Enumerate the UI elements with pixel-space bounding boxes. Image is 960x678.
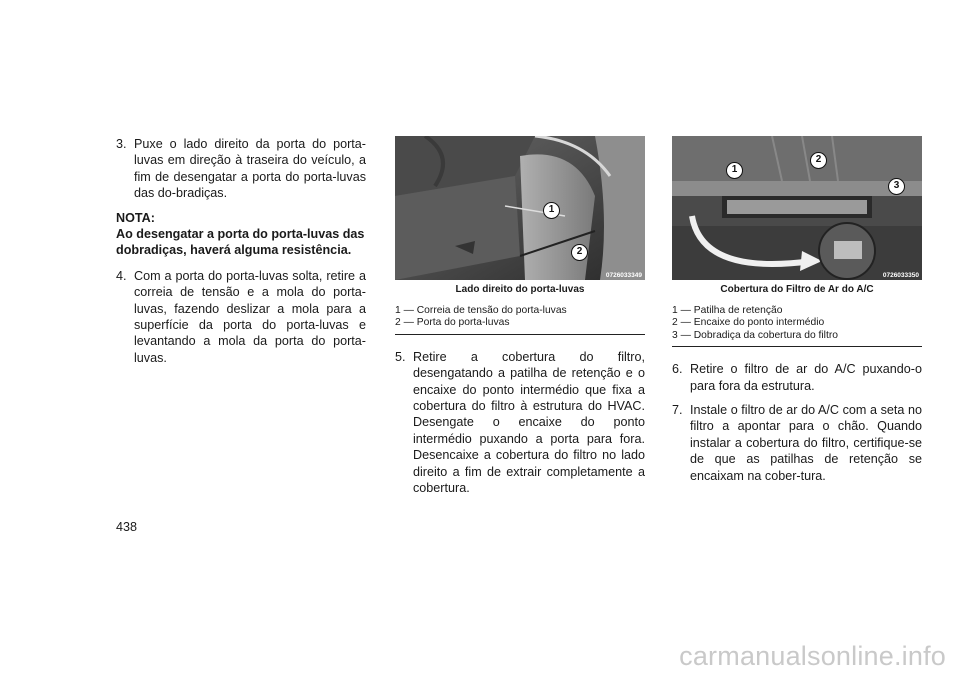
divider xyxy=(395,334,645,335)
callout-2: 2 xyxy=(810,152,827,169)
ac-filter-cover-photo xyxy=(672,136,922,280)
step-text: Retire o filtro de ar do A/C puxando-o para fora da estrutura. xyxy=(690,362,922,393)
figure-caption: Lado direito do porta-luvas xyxy=(455,284,585,295)
step-5 xyxy=(395,349,645,497)
step-text: Instale o filtro de ar do A/C com a seta no filtro a apontar para o chão. Quando instalar a cobertura do filtro, certifique-se de que as patilhas de retenção se encaixam na cober-tura. xyxy=(690,403,922,483)
legend-item: 3 — Dobradiça da cobertura do filtro xyxy=(672,329,838,341)
legend-item: 2 — Encaixe do ponto intermédio xyxy=(672,317,825,329)
legend-item: 1 — Patilha de retenção xyxy=(672,305,783,316)
step-4 xyxy=(116,268,366,366)
step-3 xyxy=(116,136,366,202)
left-column xyxy=(116,136,366,374)
step-text: Com a porta do porta-luvas solta, retire a correia de tensão e a mola do porta-luvas, fazendo deslizar a mola para a superfície da porta do porta-luvas e levantando a mola da porta do porta-luvas. xyxy=(134,268,366,365)
callout-1: 1 xyxy=(543,202,560,219)
note-label: NOTA: xyxy=(116,210,155,225)
callout-1: 1 xyxy=(726,162,743,179)
watermark: carmanualsonline.info xyxy=(679,641,946,671)
step-number: 3. xyxy=(116,137,127,151)
step-text: Retire a cobertura do filtro, desengatando a patilha de retenção e o encaixe do ponto intermédio que fixa a cobertura do filtro à estrutura do HVAC. Desengate o encaixe do ponto intermédio puxando a porta para fora. Desencaixe a cobertura do filtro no lado direito a fim de extrair completamente a cobertura. xyxy=(413,349,645,496)
step-number: 6. xyxy=(672,362,683,377)
step-number: 5. xyxy=(395,349,406,364)
photo-code: 0726033349 xyxy=(605,272,642,279)
glovebox-illustration xyxy=(395,136,645,280)
step-number: 4. xyxy=(116,268,127,283)
step-number: 7. xyxy=(672,403,683,418)
figure-caption: Cobertura do Filtro de Ar do A/C xyxy=(720,284,874,295)
page-number: 438 xyxy=(116,520,138,534)
photo-code: 0726033350 xyxy=(882,272,919,279)
filter-cover-illustration xyxy=(672,136,922,280)
legend-item: 2 — Porta do porta-luvas xyxy=(395,317,510,329)
right-column xyxy=(672,136,922,492)
legend-item: 1 — Correia de tensão do porta-luvas xyxy=(395,305,567,316)
note-text: Ao desengatar a porta do porta-luvas das dobradiças, haverá alguma resistência. xyxy=(116,227,365,258)
callout-3: 3 xyxy=(888,178,905,195)
glovebox-right-side-photo xyxy=(395,136,645,280)
step-7 xyxy=(672,402,922,484)
callout-2: 2 xyxy=(571,244,588,261)
divider xyxy=(672,346,922,347)
step-6 xyxy=(672,361,922,394)
middle-column xyxy=(395,136,645,504)
step-text: Puxe o lado direito da porta do porta-luvas em direção à traseira do veículo, a fim de desengatar a porta do porta-luvas das do-bradiças. xyxy=(134,137,366,201)
